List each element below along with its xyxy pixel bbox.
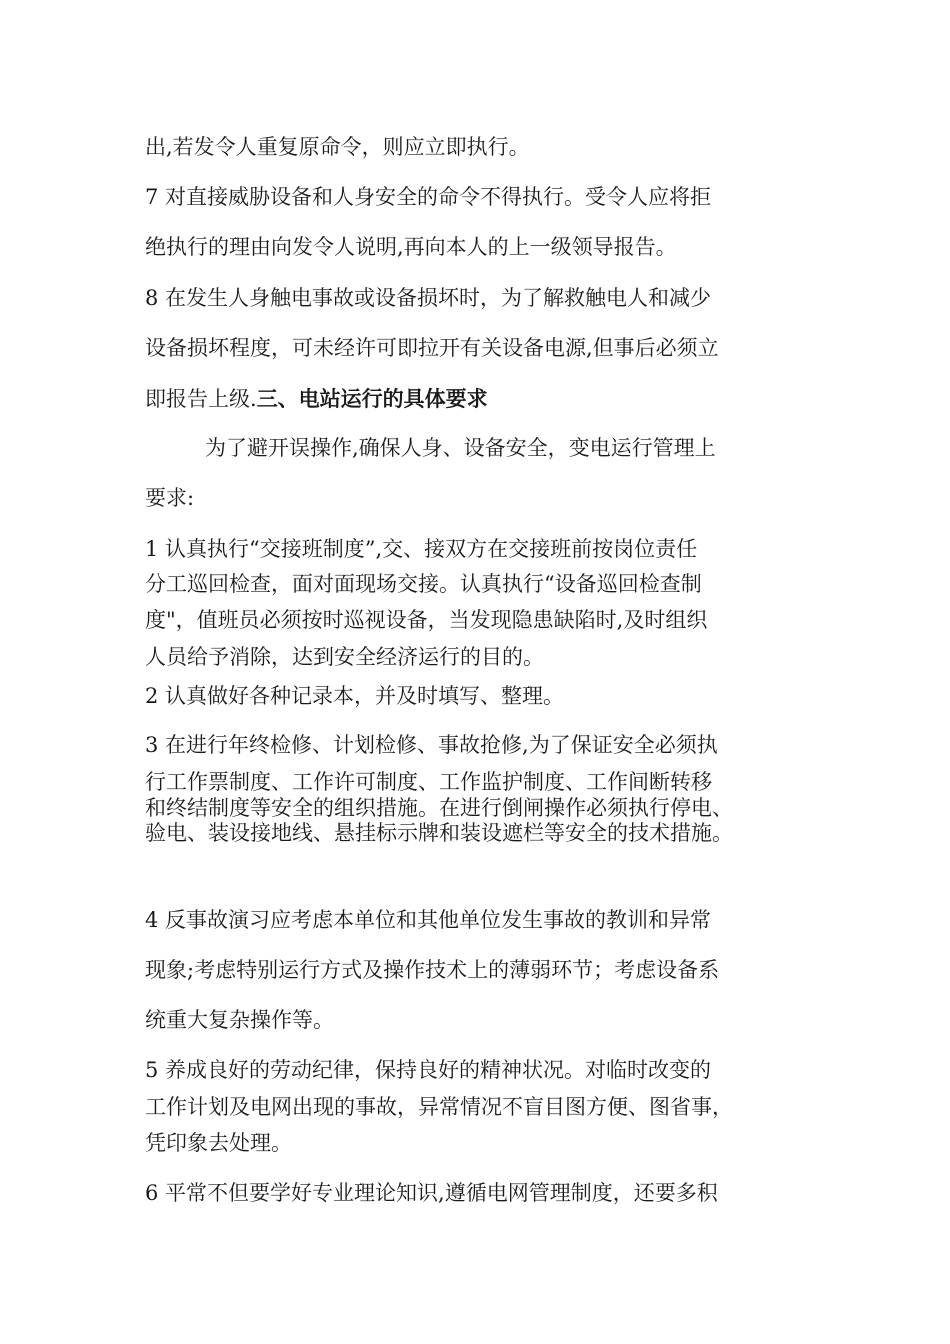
text-line: 5 养成良好的劳动纪律，保持良好的精神状况。对临时改变的 — [145, 1058, 712, 1082]
text-line-with-heading — [145, 389, 488, 410]
text-line: 和终结制度等安全的组织措施。在进行倒闸操作必须执行停电、 — [145, 796, 733, 820]
text-line: 要求: — [145, 486, 195, 510]
text-line: 为了避开误操作,确保人身、设备安全，变电运行管理上 — [205, 436, 716, 460]
text-line: 凭印象去处理。 — [145, 1131, 292, 1155]
text-line: 设备损坏程度，可未经许可即拉开有关设备电源,但事后必须立 — [145, 336, 719, 360]
text-line: 6 平常不但要学好专业理论知识,遵循电网管理制度，还要多积 — [145, 1181, 718, 1205]
text-line: 行工作票制度、工作许可制度、工作监护制度、工作间断转移 — [145, 770, 712, 794]
text-line: 3 在进行年终检修、计划检修、事故抢修,为了保证安全必须执 — [145, 733, 718, 757]
text-fragment: 即报告上级. — [145, 387, 257, 411]
text-line: 出,若发令人重复原命令，则应立即执行。 — [145, 135, 530, 159]
text-line: 验电、装设接地线、悬挂标示牌和装设遮栏等安全的技术措施。 — [145, 821, 733, 845]
text-line: 工作计划及电网出现的事故，异常情况不盲目图方便、图省事， — [145, 1095, 733, 1119]
text-line: 2 认真做好各种记录本，并及时填写、整理。 — [145, 684, 565, 708]
text-line: 度"，值班员必须按时巡视设备，当发现隐患缺陷时,及时组织 — [145, 608, 708, 632]
section-heading: 三、电站运行的具体要求 — [256, 387, 488, 411]
text-line: 现象;考虑特别运行方式及操作技术上的薄弱环节；考虑设备系 — [145, 958, 720, 982]
text-line: 7 对直接威胁设备和人身安全的命令不得执行。受令人应将拒 — [145, 185, 712, 209]
text-line: 绝执行的理由向发令人说明,再向本人的上一级领导报告。 — [145, 235, 677, 259]
text-line: 8 在发生人身触电事故或设备损坏时，为了解救触电人和减少 — [145, 286, 712, 310]
text-line: 人员给予消除，达到安全经济运行的目的。 — [145, 645, 544, 669]
text-line: 1 认真执行“交接班制度”,交、接双方在交接班前按岗位责任 — [145, 537, 698, 561]
text-line: 4 反事故演习应考虑本单位和其他单位发生事故的教训和异常 — [145, 908, 712, 932]
text-line: 分工巡回检查，面对面现场交接。认真执行“设备巡回检查制 — [145, 572, 702, 596]
text-line: 统重大复杂操作等。 — [145, 1008, 334, 1032]
